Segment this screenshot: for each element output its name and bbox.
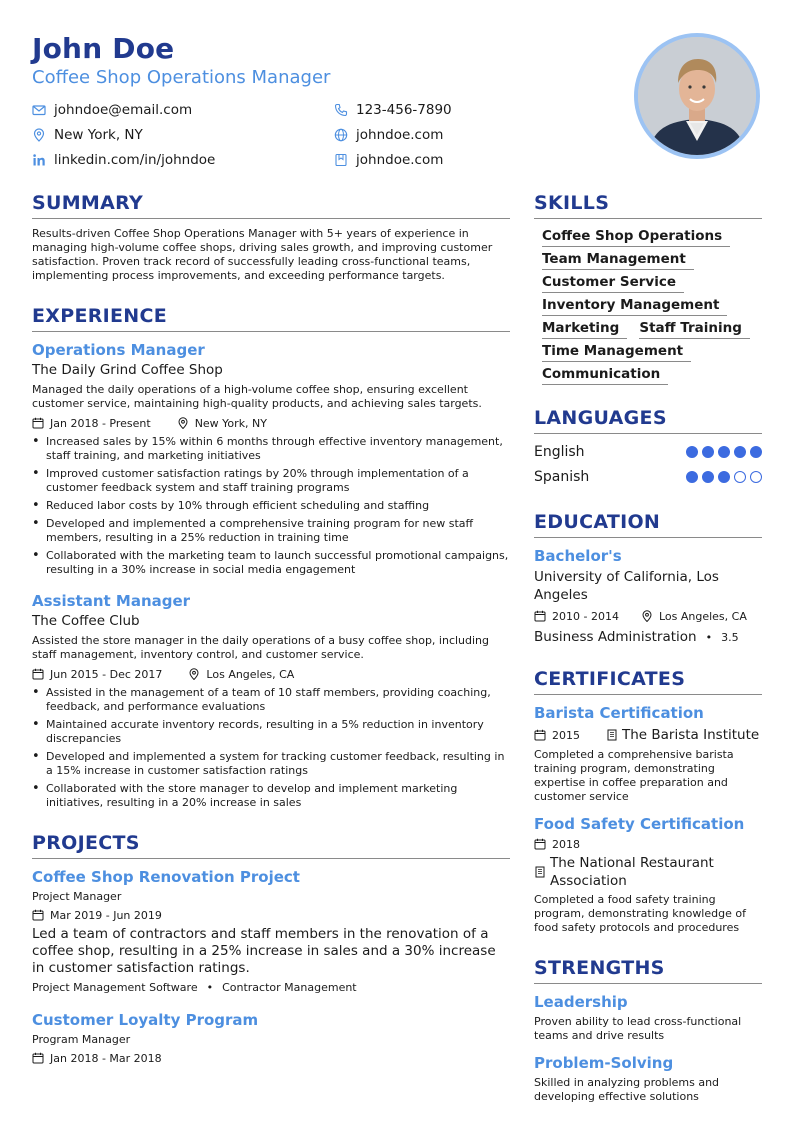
job-meta — [32, 666, 510, 682]
project-role: Project Manager — [32, 890, 122, 903]
job-bullet: • Collaborated with the store manager to develop and implement marketing initiatives, resulting in a 20% increase in sales — [32, 782, 510, 810]
rating-dot-filled — [702, 446, 714, 458]
job-dates: Jan 2018 - Present — [50, 416, 151, 430]
calendar-icon — [32, 417, 44, 429]
job-bullet: • Developed and implemented a system for tracking customer feedback, resulting in a 15% increase in customer satisfaction ratings — [32, 750, 510, 778]
job-location: Los Angeles, CA — [206, 667, 295, 681]
summary-heading: SUMMARY — [32, 190, 510, 219]
skill-tag: Customer Service — [542, 272, 684, 293]
location-pin-icon — [188, 668, 200, 680]
education-location: Los Angeles, CA — [658, 609, 747, 623]
language-row — [534, 439, 762, 464]
education-school: University of California, Los Angeles — [534, 569, 719, 603]
experience-item — [32, 340, 510, 577]
job-bullet: • Increased sales by 15% within 6 months through effective inventory management, staff training, and marketing initiatives — [32, 435, 510, 463]
job-description: Assisted the store manager in the daily operations of a busy coffee shop, including staff management, inventory control, and customer service. — [32, 634, 490, 661]
certificate-meta — [534, 836, 762, 852]
phone-text: 123-456-7890 — [356, 102, 452, 118]
location-pin-icon — [177, 417, 189, 429]
institution-icon — [534, 866, 546, 878]
calendar-icon — [32, 909, 44, 921]
job-bullets — [32, 686, 510, 810]
rating-dot-empty — [750, 471, 762, 483]
certificate-year: 2018 — [552, 837, 580, 851]
linkedin-icon — [32, 153, 46, 167]
email-icon — [32, 103, 46, 117]
languages-heading: LANGUAGES — [534, 405, 762, 434]
job-bullets — [32, 435, 510, 577]
job-role: Assistant Manager — [32, 592, 191, 610]
job-description: Managed the daily operations of a high-volume coffee shop, ensuring excellent customer service, maintaining high-quality products, and achieving sales targets. — [32, 383, 482, 410]
certificate-issuer: The National Restaurant Association — [550, 855, 714, 889]
skill-tag: Inventory Management — [542, 295, 727, 316]
portfolio-text: johndoe.com — [356, 152, 444, 168]
project-tag: Project Management Software — [32, 981, 198, 994]
language-rating — [686, 471, 762, 483]
certificate-description: Completed a food safety training program, demonstrating knowledge of food safety protocols and procedures — [534, 893, 746, 934]
strength-item — [534, 992, 762, 1043]
calendar-icon — [534, 729, 546, 741]
candidate-title: Coffee Shop Operations Manager — [32, 67, 331, 88]
job-bullet: • Reduced labor costs by 10% through efficient scheduling and staffing — [32, 499, 510, 513]
experience-item — [32, 591, 510, 810]
strengths-heading: STRENGTHS — [534, 955, 762, 984]
tag-separator: • — [206, 981, 214, 994]
rating-dot-filled — [702, 471, 714, 483]
contact-website[interactable] — [334, 125, 443, 145]
certificate-issuer: The Barista Institute — [622, 727, 760, 743]
rating-dot-filled — [686, 446, 698, 458]
project-role: Program Manager — [32, 1033, 131, 1046]
job-company: The Daily Grind Coffee Shop — [32, 362, 223, 378]
skills-heading: SKILLS — [534, 190, 762, 219]
rating-dot-filled — [734, 446, 746, 458]
location-pin-icon — [32, 128, 46, 142]
job-bullet: • Assisted in the management of a team of 10 staff members, providing coaching, feedback, and performance evaluations — [32, 686, 510, 714]
certificate-title: Barista Certification — [534, 704, 704, 722]
project-description: Led a team of contractors and staff members in the renovation of a coffee shop, resulting in a 25% increase in sales and a 30% increase in customer satisfaction ratings. — [32, 926, 496, 976]
job-meta — [32, 415, 510, 431]
globe-icon — [334, 128, 348, 142]
project-meta — [32, 1050, 510, 1066]
education-heading: EDUCATION — [534, 509, 762, 538]
location-pin-icon — [641, 610, 653, 622]
rating-dot-filled — [718, 471, 730, 483]
skill-tag: Time Management — [542, 341, 691, 362]
rating-dot-filled — [686, 471, 698, 483]
experience-heading: EXPERIENCE — [32, 303, 510, 332]
project-tags — [32, 980, 510, 996]
left-column — [32, 190, 510, 1066]
education-degree: Bachelor's — [534, 547, 622, 565]
job-dates: Jun 2015 - Dec 2017 — [50, 667, 163, 681]
project-dates: Mar 2019 - Jun 2019 — [50, 908, 162, 922]
certificate-year: 2015 — [552, 728, 580, 742]
project-tag: Contractor Management — [222, 981, 357, 994]
calendar-icon — [534, 610, 546, 622]
education-field: Business Administration — [534, 629, 697, 645]
candidate-name: John Doe — [32, 32, 175, 65]
calendar-icon — [32, 1052, 44, 1064]
language-rating — [686, 446, 762, 458]
skill-tag: Communication — [542, 364, 668, 385]
job-bullet: • Maintained accurate inventory records, resulting in a 5% reduction in inventory discrepancies — [32, 718, 510, 746]
certificates-heading: CERTIFICATES — [534, 666, 762, 695]
languages-list — [534, 439, 762, 489]
job-bullet: • Developed and implemented a comprehensive training program for new staff members, resulting in a 25% reduction in training time — [32, 517, 510, 545]
certificate-title: Food Safety Certification — [534, 815, 745, 833]
job-bullet: • Collaborated with the marketing team to launch successful promotional campaigns, resulting in a 30% increase in social media engagement — [32, 549, 510, 577]
strength-description: Proven ability to lead cross-functional teams and drive results — [534, 1015, 742, 1042]
contact-portfolio[interactable] — [334, 150, 443, 170]
job-location: New York, NY — [194, 416, 267, 430]
skill-tag: Marketing — [542, 318, 627, 339]
linkedin-text: linkedin.com/in/johndoe — [54, 152, 216, 168]
resume-header — [32, 30, 762, 180]
strength-title: Leadership — [534, 993, 628, 1011]
email-text: johndoe@email.com — [54, 102, 193, 118]
job-company: The Coffee Club — [32, 613, 140, 629]
summary-text: Results-driven Coffee Shop Operations Manager with 5+ years of experience in managing high-volume coffee shops, driving sales growth, and improving customer satisfaction. Proven track record of successfully leading cross-functional teams, implementing process improvements, and exceeding performance targets. — [32, 227, 493, 282]
language-row — [534, 464, 762, 489]
language-name: Spanish — [534, 468, 590, 485]
language-name: English — [534, 443, 585, 460]
job-role: Operations Manager — [32, 341, 205, 359]
project-item — [32, 867, 510, 996]
profile-portrait-illustration — [638, 37, 756, 155]
project-item — [32, 1010, 510, 1066]
project-dates: Jan 2018 - Mar 2018 — [50, 1051, 162, 1065]
strength-title: Problem-Solving — [534, 1054, 674, 1072]
skill-tag: Team Management — [542, 249, 694, 270]
calendar-icon — [32, 668, 44, 680]
skills-list — [534, 224, 762, 385]
rating-dot-filled — [750, 446, 762, 458]
certificate-description: Completed a comprehensive barista training program, demonstrating expertise in coffee preparation and customer service — [534, 748, 734, 803]
project-meta — [32, 907, 510, 923]
location-text: New York, NY — [54, 127, 143, 143]
project-title: Coffee Shop Renovation Project — [32, 868, 300, 886]
certificate-meta — [534, 725, 762, 745]
phone-icon — [334, 103, 348, 117]
contact-location — [32, 125, 143, 145]
portfolio-icon — [334, 153, 348, 167]
right-column — [534, 190, 762, 1104]
calendar-icon — [534, 838, 546, 850]
skill-tag: Coffee Shop Operations — [542, 226, 730, 247]
skill-tag: Staff Training — [639, 318, 750, 339]
strength-description: Skilled in analyzing problems and developing effective solutions — [534, 1076, 720, 1103]
certificate-item — [534, 703, 762, 804]
rating-dot-empty — [734, 471, 746, 483]
strength-item — [534, 1053, 762, 1104]
project-title: Customer Loyalty Program — [32, 1011, 259, 1029]
education-meta — [534, 608, 762, 624]
certificate-item — [534, 814, 762, 935]
contact-email[interactable] — [32, 100, 192, 120]
institution-icon — [606, 729, 618, 741]
job-bullet: • Improved customer satisfaction ratings by 20% through implementation of a customer feedback system and staff training programs — [32, 467, 510, 495]
education-item — [534, 546, 762, 646]
certificate-issuer-row — [534, 854, 762, 890]
contact-phone[interactable] — [334, 100, 452, 120]
education-gpa: 3.5 — [721, 630, 739, 644]
education-dates: 2010 - 2014 — [552, 609, 619, 623]
projects-heading: PROJECTS — [32, 830, 510, 859]
education-field-row — [534, 628, 762, 646]
field-separator: • — [705, 630, 713, 644]
profile-photo — [634, 33, 760, 159]
website-text: johndoe.com — [356, 127, 444, 143]
contact-linkedin[interactable] — [32, 150, 215, 170]
rating-dot-filled — [718, 446, 730, 458]
